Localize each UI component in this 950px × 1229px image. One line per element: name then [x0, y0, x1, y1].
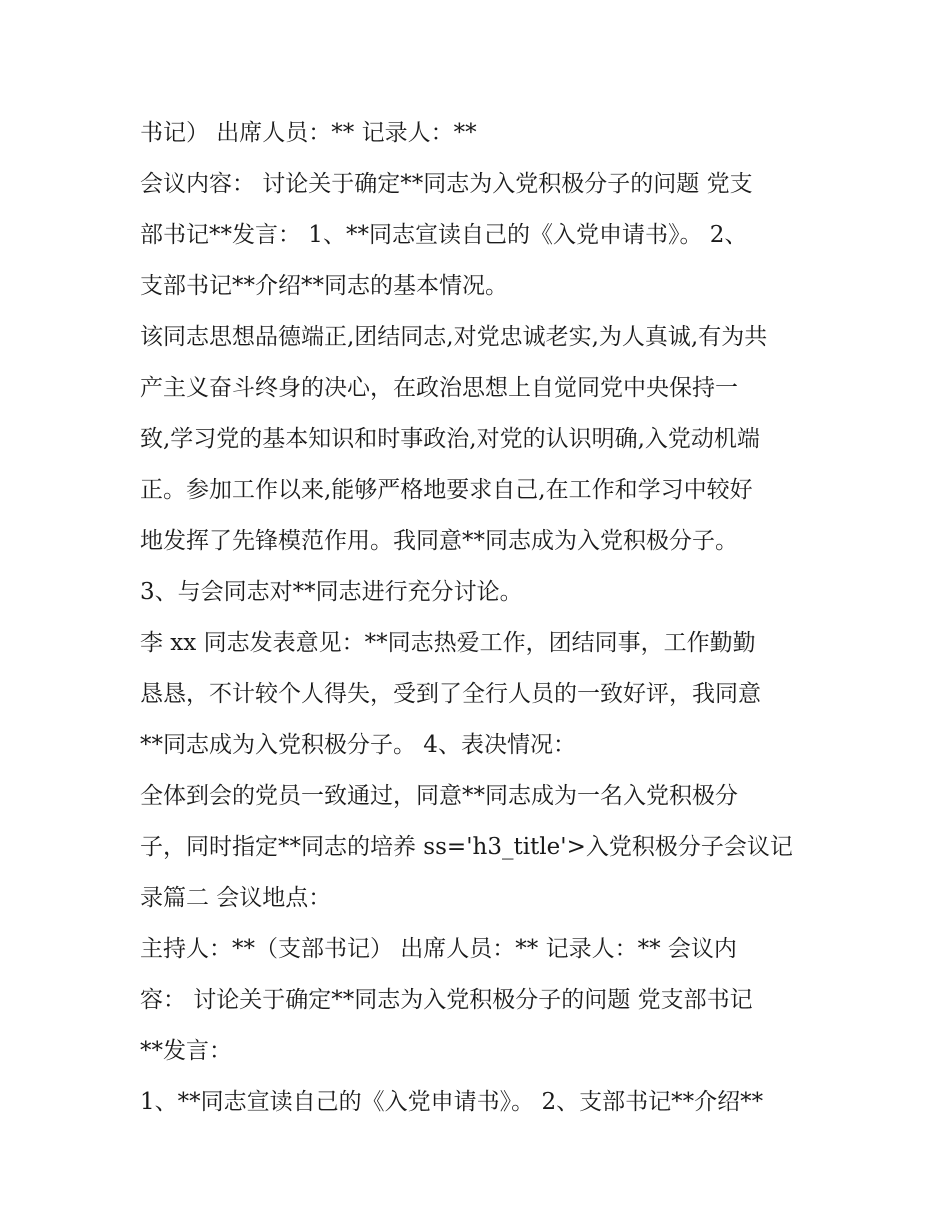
text-line-18: 容： 讨论关于确定**同志为入党积极分子的问题 党支部书记	[140, 987, 753, 1013]
text-line-17: 主持人：**（支部书记） 出席人员：** 记录人：** 会议内	[140, 936, 737, 962]
text-line-1: 书记） 出席人员：** 记录人：**	[140, 120, 477, 146]
text-line-4: 支部书记**介绍**同志的基本情况。	[140, 273, 508, 299]
text-line-5: 该同志思想品德端正,团结同志,对党忠诚老实,为人真诚,有为共	[140, 324, 768, 350]
text-line-11: 李 xx 同志发表意见：**同志热爱工作，团结同事，工作勤勤	[140, 630, 756, 656]
text-line-8: 正。参加工作以来,能够严格地要求自己,在工作和学习中较好	[140, 477, 753, 503]
text-line-16: 录篇二 会议地点：	[140, 885, 332, 911]
text-line-14: 全体到会的党员一致通过，同意**同志成为一名入党积极分	[140, 783, 738, 809]
text-line-2: 会议内容： 讨论关于确定**同志为入党积极分子的问题 党支	[140, 171, 753, 197]
text-line-3: 部书记**发言： 1、**同志宣读自己的《入党申请书》。 2、	[140, 222, 748, 248]
text-line-7: 致,学习党的基本知识和时事政治,对党的认识明确,入党动机端	[140, 426, 760, 452]
text-line-20: 1、**同志宣读自己的《入党申请书》。 2、支部书记**介绍**	[140, 1089, 764, 1115]
text-line-9: 地发挥了先锋模范作用。我同意**同志成为入党积极分子。	[140, 528, 738, 554]
text-line-12: 恳恳，不计较个人得失，受到了全行人员的一致好评，我同意	[140, 681, 761, 707]
text-line-13: **同志成为入党积极分子。 4、表决情况：	[140, 732, 576, 758]
text-line-10: 3、与会同志对**同志进行充分讨论。	[140, 579, 523, 605]
text-line-15: 子，同时指定**同志的培养 ss='h3_title'>入党积极分子会议记	[140, 834, 793, 860]
text-line-19: **发言：	[140, 1038, 232, 1064]
text-line-6: 产主义奋斗终身的决心，在政治思想上自觉同党中央保持一	[140, 375, 738, 401]
document-body	[140, 108, 820, 1128]
